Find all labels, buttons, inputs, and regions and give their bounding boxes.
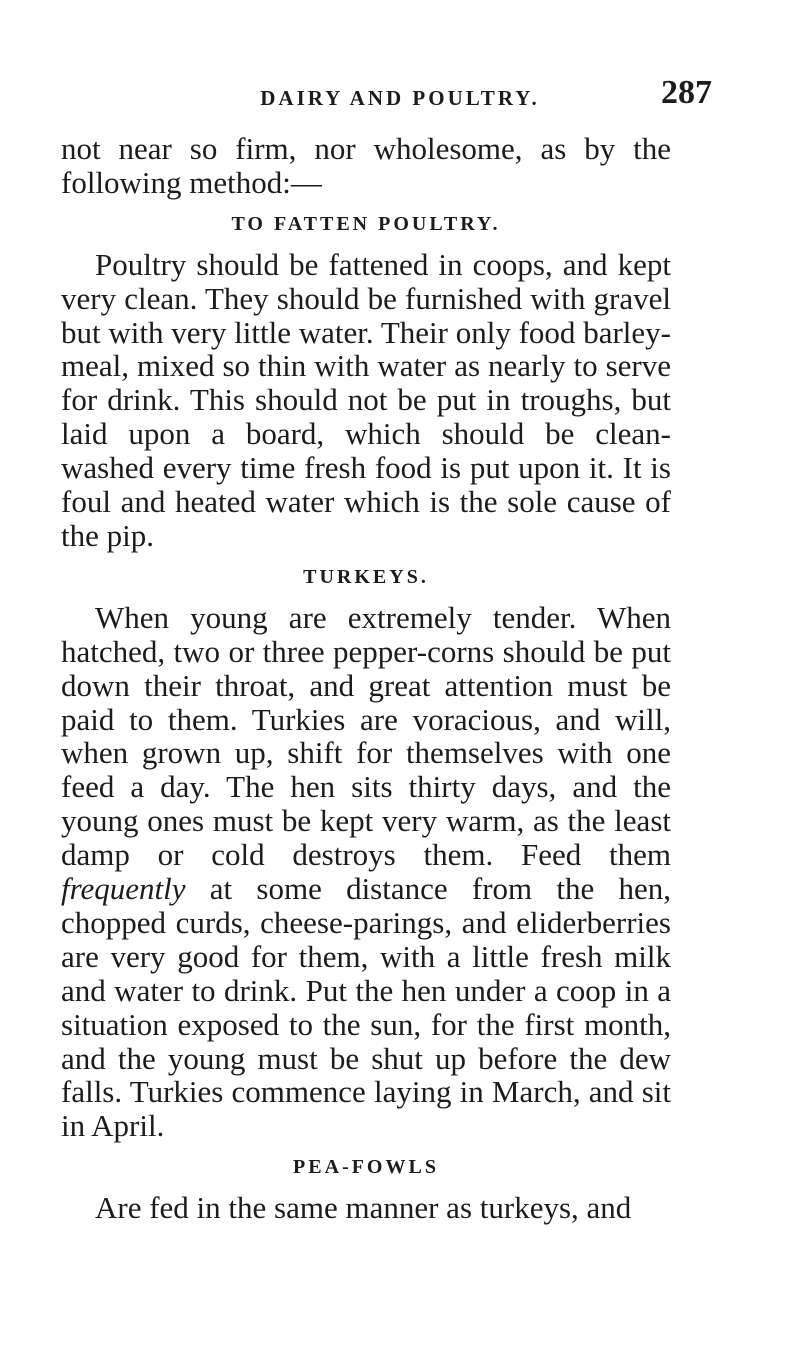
paragraph-continuation: not near so firm, nor wholesome, as by the following method:—: [61, 131, 671, 200]
paragraph-turkeys: [61, 601, 671, 1144]
paragraph-pea-fowls: Are fed in the same manner as turkeys, and: [95, 1190, 632, 1226]
emphasis-frequently: frequently: [61, 871, 186, 907]
heading-to-fatten-poultry: TO FATTEN POULTRY.: [231, 212, 501, 235]
turkeys-text-part-1: When young are extremely tender. When hatched, two or three pepper-corns should be put down their throat, and great attention must be paid to them. Turkies are voracious, and will, when grown up, shift for themselves with one feed a day. The hen sits thirty days, and the young ones must be kept very warm, as the least damp or cold destroys them. Feed them: [61, 599, 671, 873]
heading-pea-fowls: PEA-FOWLS: [293, 1156, 439, 1179]
paragraph-fatten-poultry: Poultry should be fattened in coops, and kept very clean. They should be furnished with gravel but with very little water. Their only food barley-meal, mixed so thin with water as nearly to serve for drink. This should not be put in troughs, but laid upon a board, which should be clean-washed every time fresh food is put upon it. It is foul and heated water which is the sole cause of the pip.: [61, 246, 671, 553]
turkeys-text-part-2: at some distance from the hen, chopped curds, cheese-parings, and eliderberries are very good for them, with a little fresh milk and water to drink. Put the hen under a coop in a situation exposed to the sun, for the first month, and the young must be shut up before the dew falls. Turkies commence laying in March, and sit in April.: [61, 871, 671, 1144]
page-number: 287: [661, 74, 712, 111]
heading-turkeys: TURKEYS.: [303, 565, 429, 588]
running-head: DAIRY AND POULTRY.: [260, 86, 540, 110]
body-text: [61, 132, 671, 1225]
